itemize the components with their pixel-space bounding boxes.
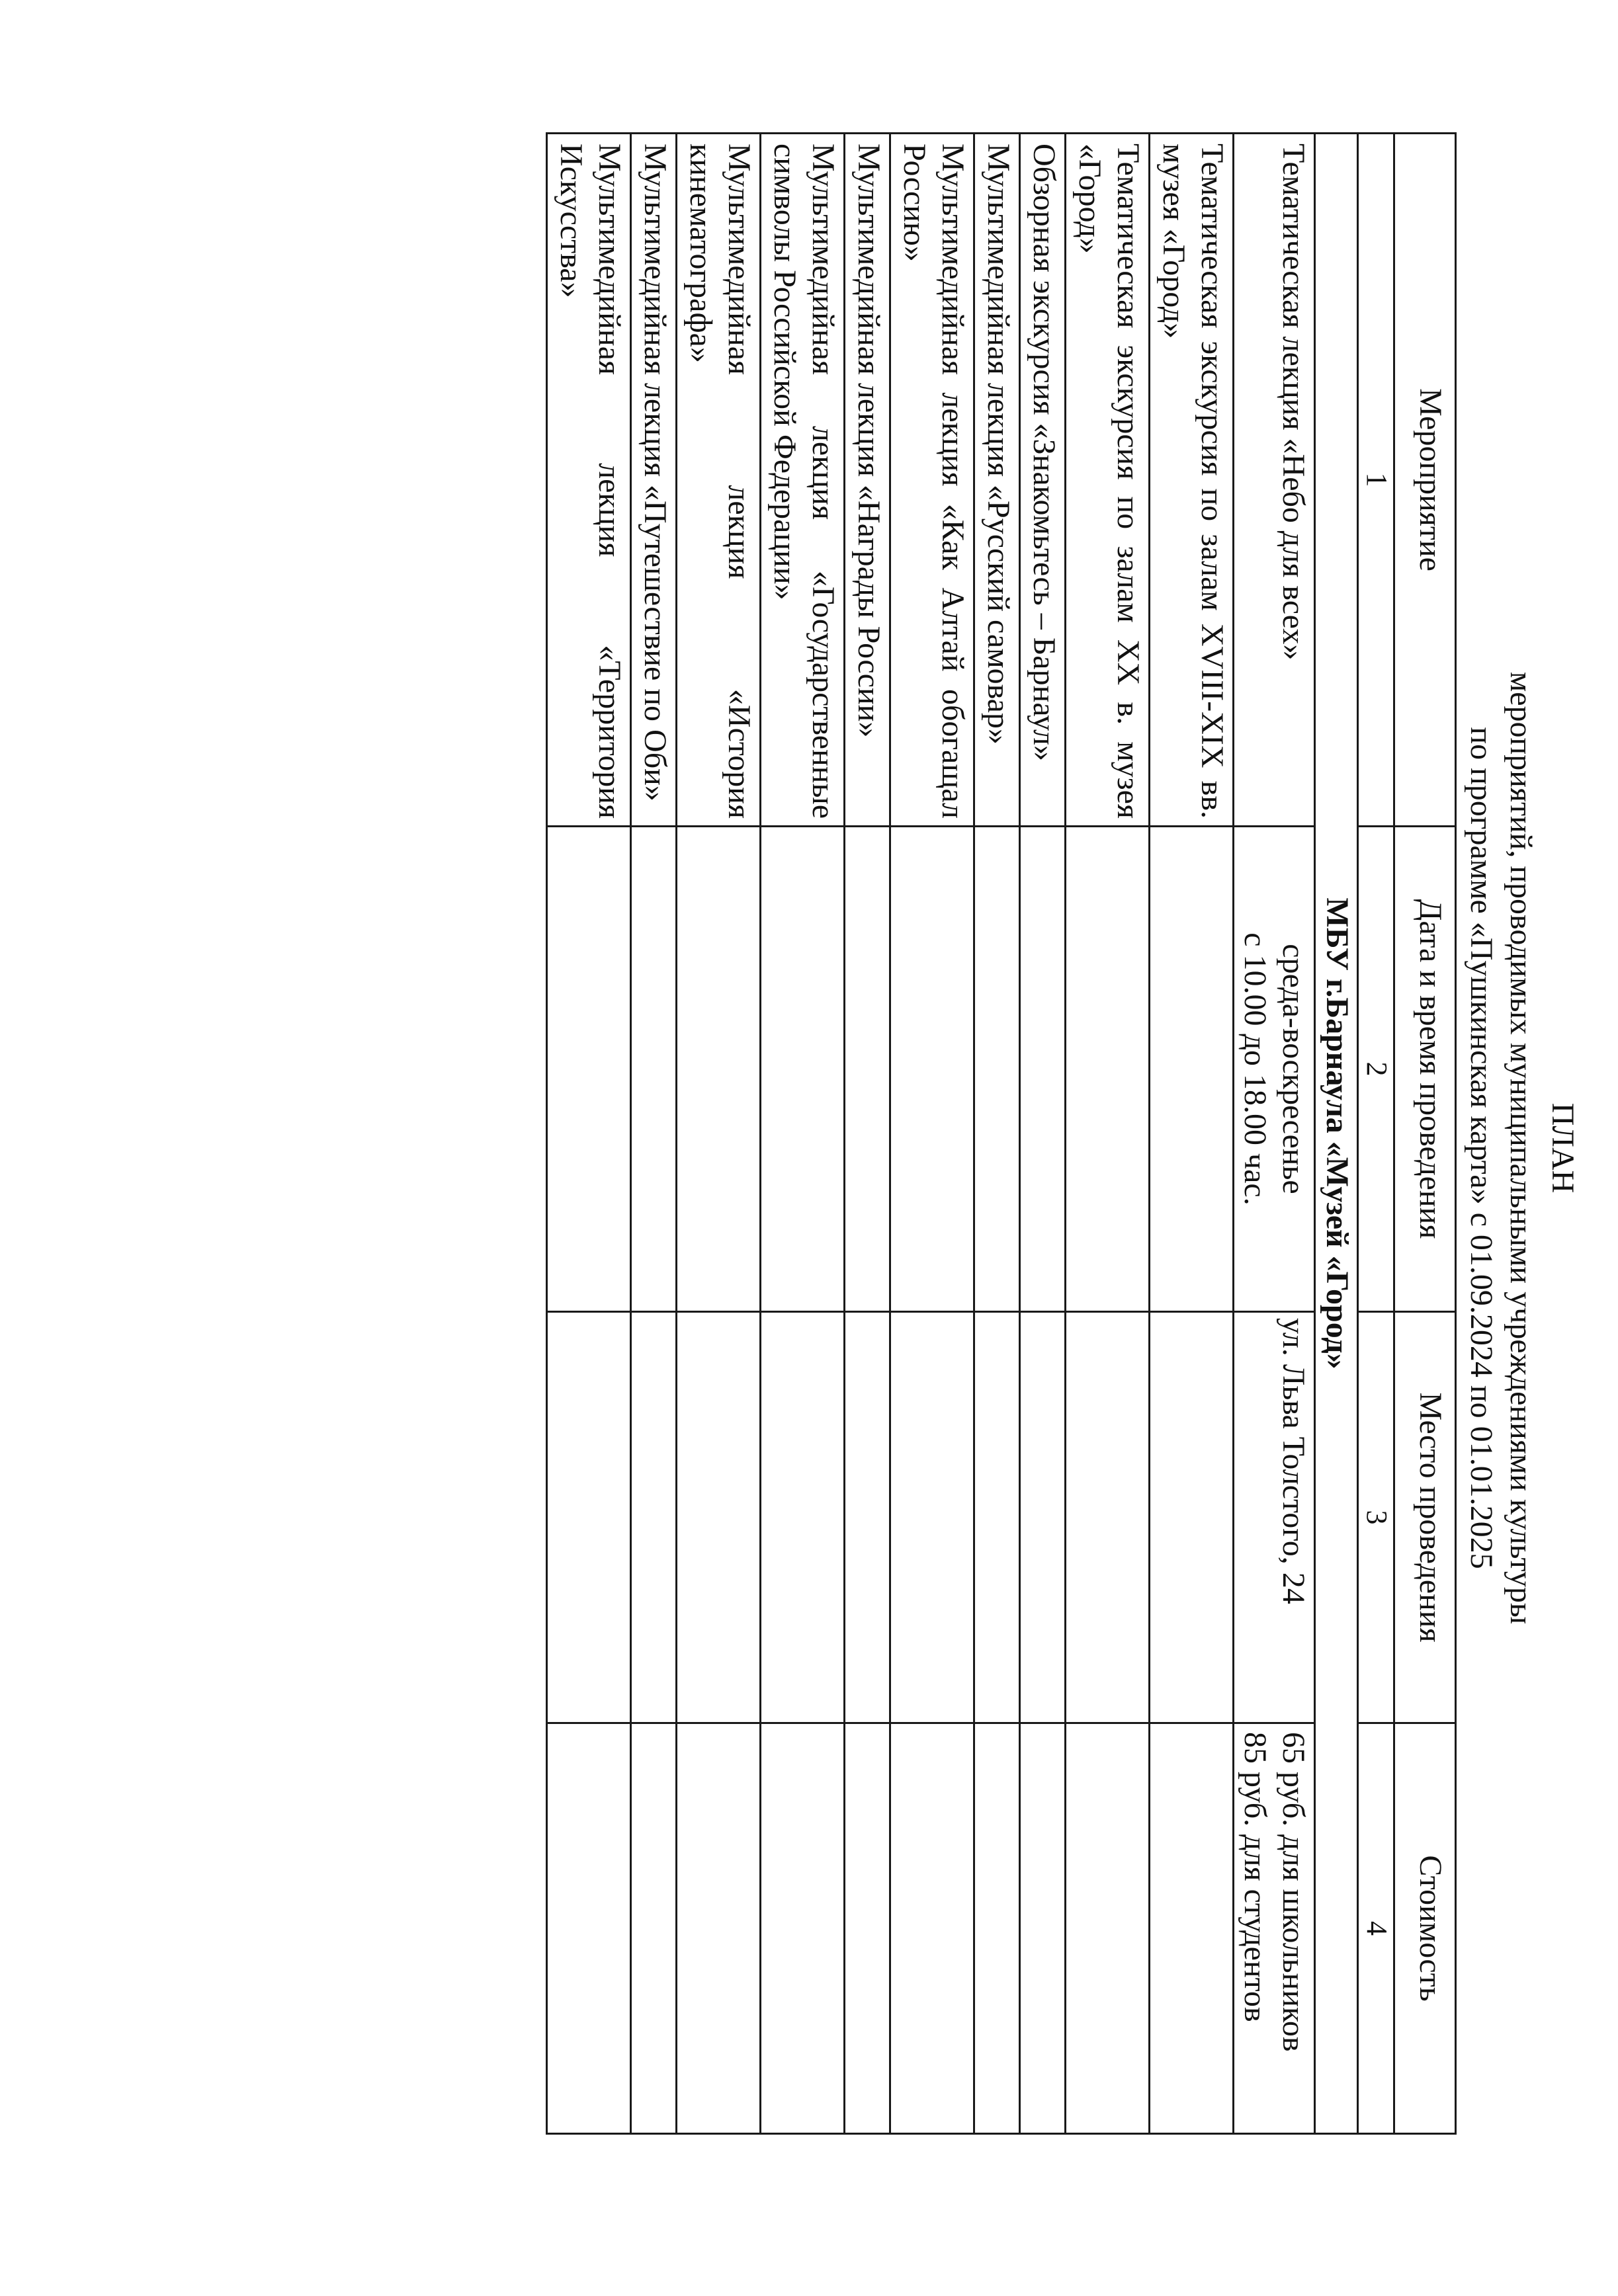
column-number: 1	[1358, 134, 1394, 827]
column-number: 3	[1358, 1312, 1394, 1723]
schedule-hours: с 10.00 до 18.00 час.	[1238, 932, 1273, 1206]
event-place: ул. Льва Толстого, 24	[1234, 1312, 1315, 1723]
table-row	[890, 134, 974, 2134]
organization-row	[1315, 134, 1358, 2134]
event-name: Мультимедийная лекция «История кинематографа»	[677, 134, 761, 827]
header-event: Мероприятие	[1394, 134, 1456, 827]
table-row	[974, 134, 1020, 2134]
header-price: Стоимость	[1394, 1723, 1456, 2134]
event-name: Тематическая экскурсия по залам XVIII-XIX вв. музея «Город»	[1150, 134, 1234, 827]
table-row	[547, 134, 631, 2134]
price-students: 85 руб. для студентов	[1238, 1732, 1273, 2022]
event-name: Мультимедийная лекция «Путешествие по Оби»	[631, 134, 677, 827]
event-name: Мультимедийная лекция «Государственные символы Российской Федерации»	[761, 134, 845, 827]
organization-name: МБУ г.Барнаула «Музей «Город»	[1315, 134, 1358, 2134]
table-row	[631, 134, 677, 2134]
column-number-row	[1358, 134, 1394, 2134]
column-number: 4	[1358, 1723, 1394, 2134]
document-subtitle-line2: по программе «Пушкинская карта» с 01.09.2024 по 01.01.2025	[1464, 727, 1499, 1569]
table-row	[677, 134, 761, 2134]
event-name: Тематическая экскурсия по залам XX в. музея «Город»	[1066, 134, 1150, 827]
events-plan-table	[546, 132, 1457, 2135]
table-row	[1020, 134, 1066, 2134]
document-title: ПЛАН	[1545, 1102, 1580, 1194]
table-row	[761, 134, 845, 2134]
event-name: Обзорная экскурсия «Знакомьтесь – Барнаул»	[1020, 134, 1066, 827]
event-name: Мультимедийная лекция «Территория Искусства»	[547, 134, 631, 827]
event-schedule	[1234, 827, 1315, 1312]
event-price	[1234, 1723, 1315, 2134]
event-name: Мультимедийная лекция «Как Алтай обогащал Россию»	[890, 134, 974, 827]
column-number: 2	[1358, 827, 1394, 1312]
table-header-row	[1394, 134, 1456, 2134]
table-row	[1150, 134, 1234, 2134]
event-name: Тематическая лекция «Небо для всех»	[1234, 134, 1315, 827]
event-name: Мультимедийная лекция «Награды России»	[845, 134, 890, 827]
event-name: Мультимедийная лекция «Русский самовар»	[974, 134, 1020, 827]
table-row	[1066, 134, 1150, 2134]
header-datetime: Дата и время проведения	[1394, 827, 1456, 1312]
header-place: Место проведения	[1394, 1312, 1456, 1723]
table-row	[845, 134, 890, 2134]
table-row	[1234, 134, 1315, 2134]
document-subtitle-line1: мероприятий, проводимых муниципальными учреждениями культуры	[1504, 671, 1539, 1625]
price-schoolchildren: 65 руб. для школьников	[1276, 1732, 1311, 2052]
schedule-days: среда-воскресенье	[1276, 944, 1311, 1194]
